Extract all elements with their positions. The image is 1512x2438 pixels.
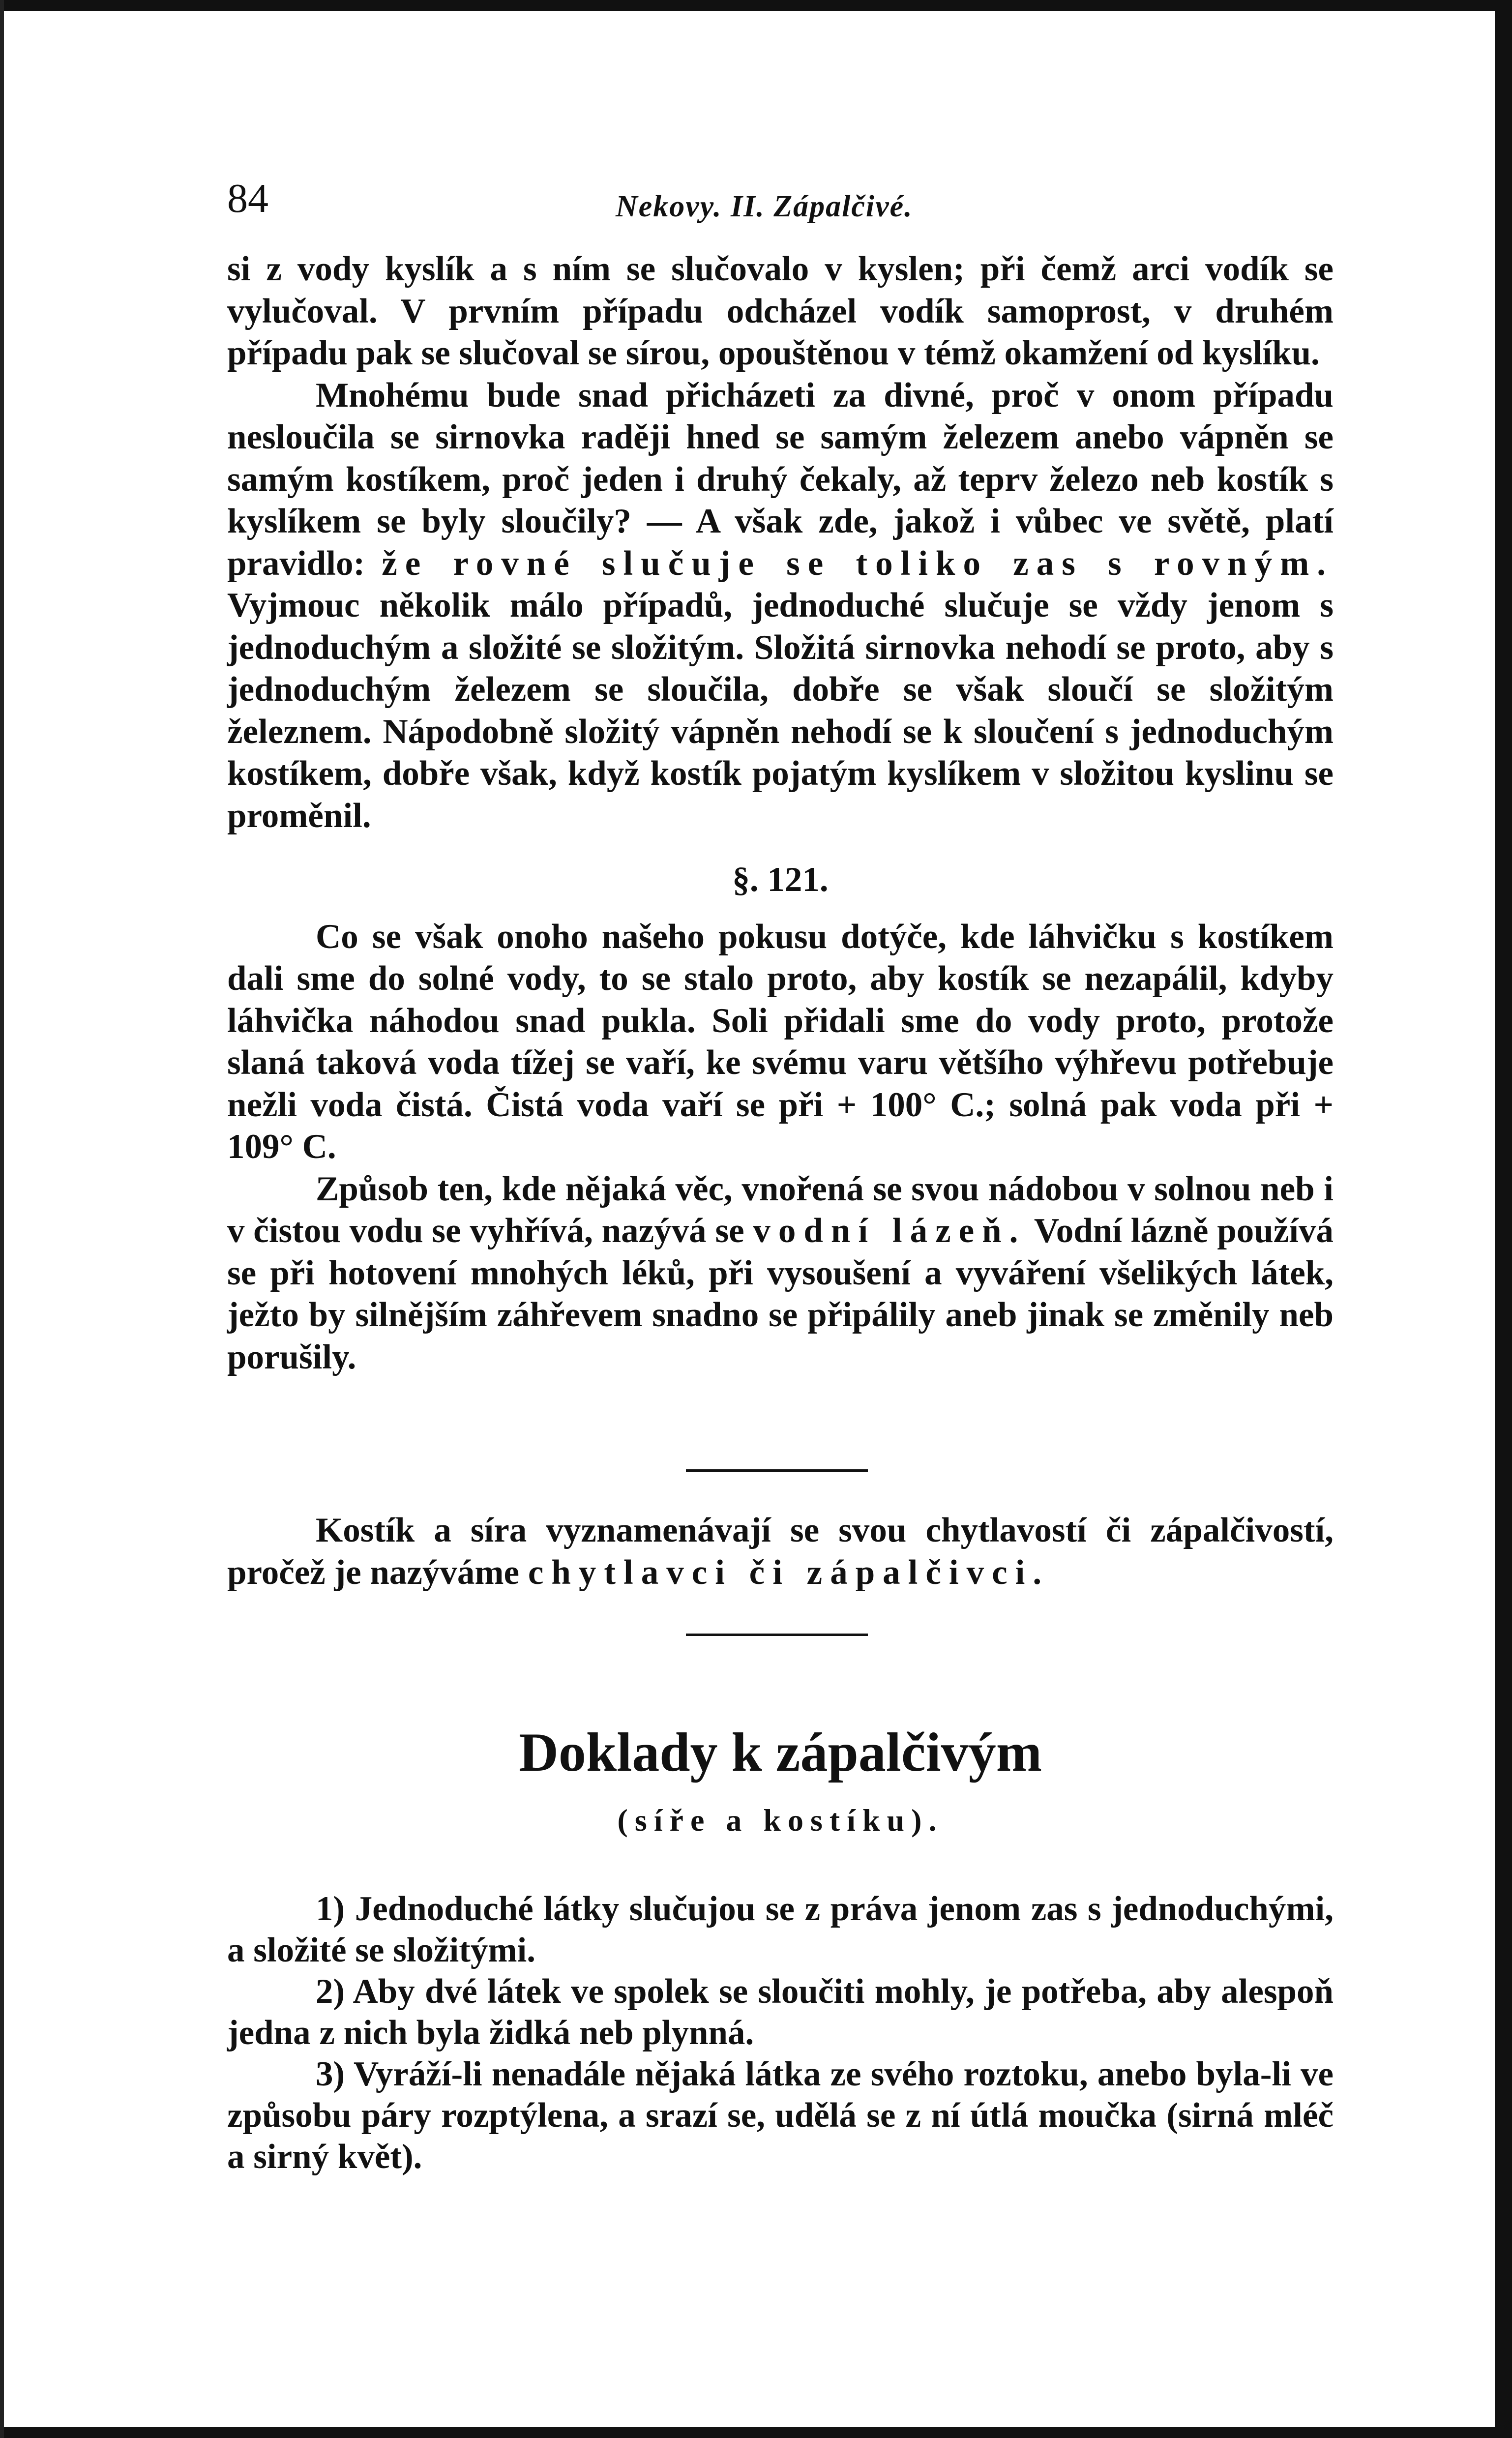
paragraph-continuation — [227, 248, 1334, 375]
page-header — [227, 175, 1334, 229]
section-title: Doklady k zápalčivým — [518, 1722, 1042, 1783]
paragraph-text: Vyjmouc několik málo případů, jednoduché slučuje se vždy jenom s jednoduchým a složité se složitým. Složitá sirnovka nehodí se proto, aby s jednoduchým železem se sloučila, dobře se však sloučí se složitým železnem. Nápodobně složitý vápněn nehodí se k sloučení s jednoduchým kostíkem, dobře však, když kostík pojatým kyslíkem v složitou kyslinu se proměnil. — [227, 586, 1334, 835]
paragraph-text: Mnohému bude snad přicházeti za divné, proč v onom případu nesloučila se sirnovka raději hned se samým železem anebo vápněn se samým kostíkem, proč jeden i druhý čekaly, až teprv železo neb kostík s kyslíkem se byly sloučily? — A však zde, jakož i vůbec ve světě, platí pravidlo: — [227, 376, 1334, 583]
divider-rule — [686, 1469, 868, 1472]
scan-edge-bottom — [0, 2427, 1512, 2438]
section-subtitle: (síře a kostíku). — [617, 1803, 944, 1838]
paragraph-text: Způsob ten, kde nějaká věc, vnořená se svou nádobou v solnou neb i v čistou vodu se vyhřívá, nazývá se — [227, 1169, 1334, 1250]
emphasized-term: chytlavci či zápalčivci. — [528, 1553, 1050, 1592]
emphasized-term: vodní lázeň. — [753, 1212, 1026, 1250]
page-number: 84 — [227, 176, 268, 221]
paragraph-text: si z vody kyslík a s ním se slučovalo v kyslen; při čemž arci vodík se vylučoval. V prvním případu odcházel vodík samoprost, v druhém případu pak se slučoval se sírou, opouštěnou v témž okamžení od kyslíku. — [227, 250, 1334, 372]
section-paragraph — [227, 1168, 1334, 1379]
scan-edge-right — [1495, 0, 1512, 2438]
summary-paragraph — [227, 1510, 1334, 1594]
list-item: 3) Vyráží-li nenadále nějaká látka ze svého roztoku, anebo byla-li ve způsobu páry rozptýlena, a srazí se, udělá se z ní útlá moučka (sirná mléč a sirný květ). — [227, 2055, 1334, 2176]
main-text — [227, 248, 1334, 1378]
divider-rule — [686, 1634, 868, 1636]
list-item: 1) Jednoduché látky slučujou se z práva jenom zas s jednoduchými, a složité se složitými. — [227, 1890, 1334, 1969]
paragraph-text: Vodní lázně používá se při hotovení mnohých léků, při vysoušení a vyváření všelikých látek, ježto by silnějším záhřevem snadno se připálily aneb jinak se změnily neb porušily. — [227, 1212, 1334, 1376]
emphasized-rule: že rovné slučuje se toliko zas s rovným. — [382, 544, 1334, 583]
paragraph-text: Kostík a síra vyznamenávají se svou chytlavostí či zápalčivostí, pročež je nazýváme — [227, 1511, 1334, 1592]
paragraph-rule — [227, 375, 1334, 837]
paragraph-text: Co se však onoho našeho pokusu dotýče, kde láhvičku s kostíkem dali sme do solné vody, to se stalo proto, aby kostík se nezapálil, kdyby láhvička náhodou snad pukla. Soli přidali sme do vody proto, protože slaná taková voda tížej se vaří, ke svému varu většího výhřevu potřebuje nežli voda čistá. Čistá voda vaří se při + 100° C.; solná pak voda při + 109° C. — [227, 917, 1334, 1166]
scan-edge-left — [0, 0, 4, 2438]
list-item: 2) Aby dvé látek ve spolek se sloučiti mohly, je potřeba, aby alespoň jedna z nich byla židká neb plynná. — [227, 1972, 1334, 2052]
running-head: Nekovy. II. Zápalčivé. — [616, 190, 913, 223]
section-paragraph — [227, 916, 1334, 1168]
scan-edge-top — [0, 0, 1495, 11]
summary-block — [227, 1510, 1334, 1594]
section-number: §. 121. — [732, 861, 829, 899]
numbered-list — [227, 1888, 1334, 2177]
